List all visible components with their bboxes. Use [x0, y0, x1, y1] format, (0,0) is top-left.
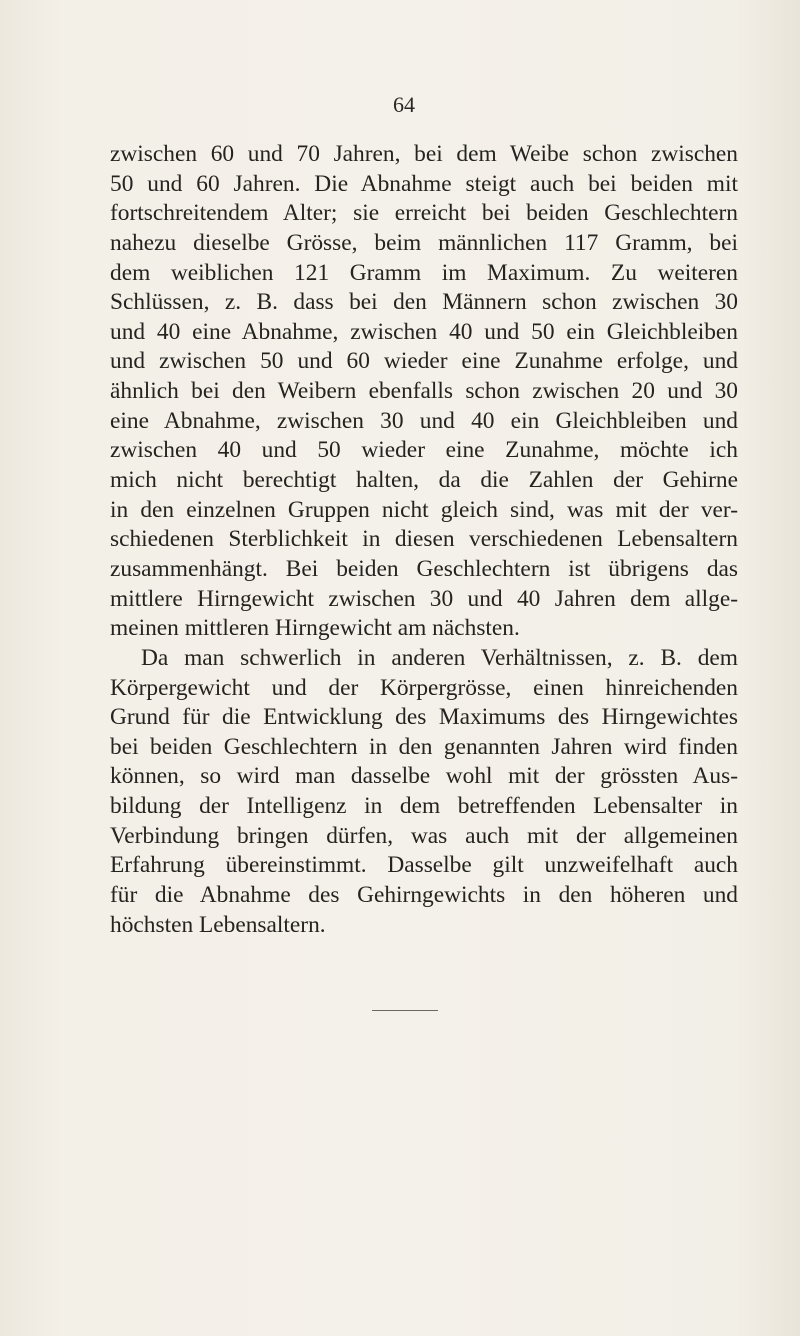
- text-line: können, so wird man dasselbe wohl mit der grössten Aus-: [110, 763, 738, 790]
- text-line: eine Abnahme, zwischen 30 und 40 ein Gleichbleiben und: [110, 407, 738, 434]
- text-line: für die Abnahme des Gehirngewichts in den höheren und: [110, 882, 738, 909]
- text-line: zwischen 60 und 70 Jahren, bei dem Weibe schon zwischen: [110, 141, 738, 167]
- text-line: zwischen 40 und 50 wieder eine Zunahme, möchte ich: [110, 437, 738, 464]
- page-number: 64: [393, 92, 415, 117]
- text-line: nahezu dieselbe Grösse, beim männlichen 117 Gramm, bei: [110, 229, 738, 256]
- text-line: zusammenhängt. Bei beiden Geschlechtern ist übrigens das: [110, 555, 738, 582]
- text-line: bei beiden Geschlechtern in den genannten Jahren wird finden: [110, 733, 738, 760]
- text-line: ähnlich bei den Weibern ebenfalls schon zwischen 20 und 30: [110, 378, 738, 405]
- text-line: Erfahrung übereinstimmt. Dasselbe gilt unzweifelhaft auch: [110, 852, 738, 879]
- text-line: fortschreitendem Alter; sie erreicht bei beiden Geschlechtern: [110, 200, 738, 227]
- text-line: und 40 eine Abnahme, zwischen 40 und 50 ein Gleichbleiben: [110, 318, 738, 345]
- body-text: [110, 140, 738, 940]
- text-line: bildung der Intelligenz in dem betreffenden Lebensalter in: [110, 793, 738, 820]
- text-line: in den einzelnen Gruppen nicht gleich sind, was mit der ver-: [110, 496, 738, 523]
- text-line: Schlüssen, z. B. dass bei den Männern schon zwischen 30: [110, 289, 738, 316]
- paragraph-start-line: Da man schwerlich in anderen Verhältnissen, z. B. dem: [141, 644, 738, 671]
- text-line: mittlere Hirngewicht zwischen 30 und 40 Jahren dem allge-: [110, 585, 738, 612]
- text-line: 50 und 60 Jahren. Die Abnahme steigt auch bei beiden mit: [110, 170, 738, 197]
- paragraph-end-line: höchsten Lebensaltern.: [110, 911, 326, 938]
- text-line: schiedenen Sterblichkeit in diesen verschiedenen Lebensaltern: [110, 526, 738, 553]
- text-line: Grund für die Entwicklung des Maximums des Hirngewichtes: [110, 704, 738, 731]
- text-line: und zwischen 50 und 60 wieder eine Zunahme erfolge, und: [110, 348, 738, 375]
- paragraph-end-line: meinen mittleren Hirngewicht am nächsten.: [110, 615, 520, 642]
- text-line: Verbindung bringen dürfen, was auch mit der allgemeinen: [110, 822, 738, 849]
- text-line: dem weiblichen 121 Gramm im Maximum. Zu weiteren: [110, 259, 738, 286]
- text-line: mich nicht berechtigt halten, da die Zahlen der Gehirne: [110, 467, 738, 494]
- section-divider: [372, 1010, 438, 1011]
- text-line: Körpergewicht und der Körpergrösse, einen hinreichenden: [110, 674, 738, 701]
